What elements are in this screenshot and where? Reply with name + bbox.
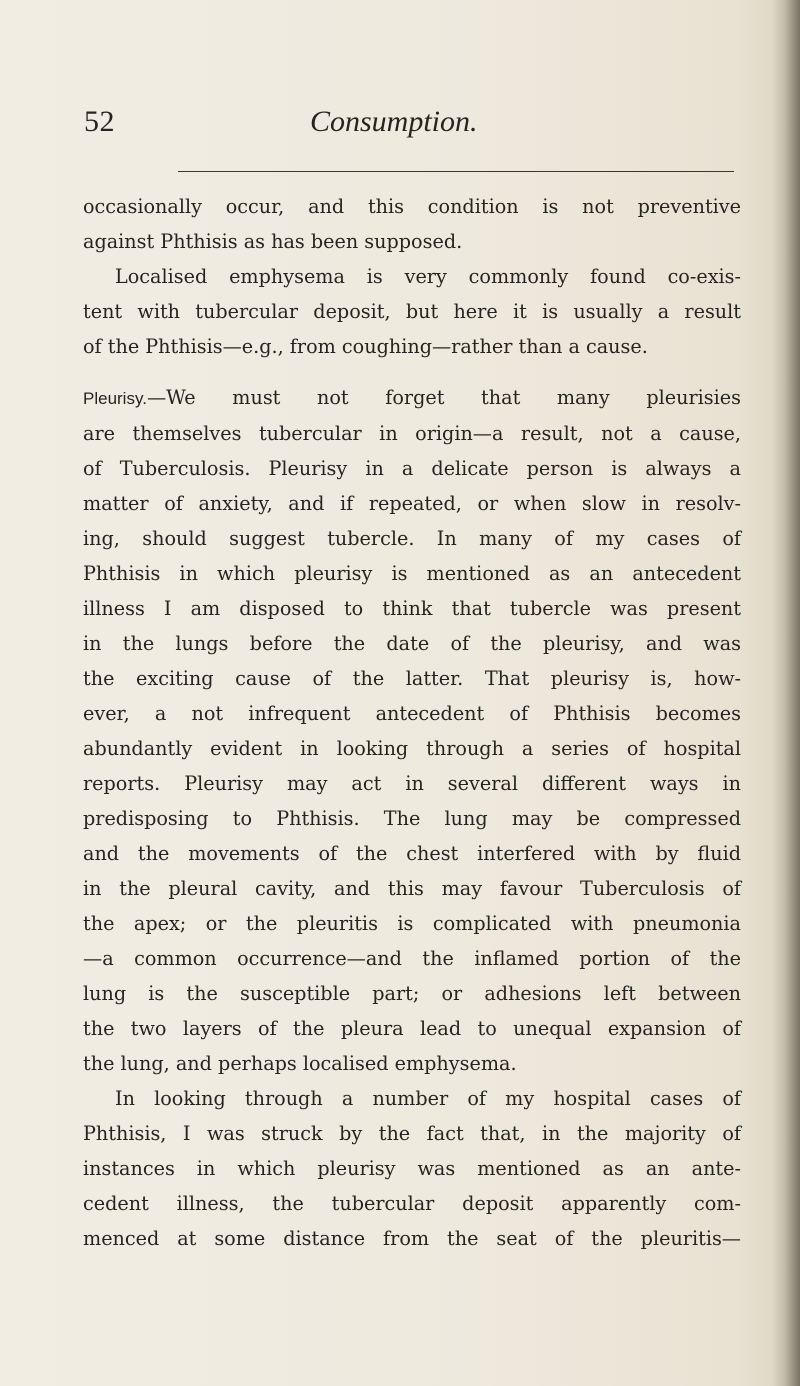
text-line: Phthisis, I was struck by the fact that, in the majority of <box>83 1122 741 1145</box>
page-edge-shadow <box>772 0 800 1386</box>
text-line: Phthisis in which pleurisy is mentioned as an antecedent <box>83 562 741 585</box>
text-line <box>83 1081 741 1116</box>
text-line: tent with tubercular deposit, but here it is usually a result <box>83 300 741 323</box>
text-line: cedent illness, the tubercular deposit apparently com- <box>83 1192 741 1215</box>
paragraph-continuation <box>83 189 741 259</box>
text-line: the apex; or the pleuritis is complicated with pneumonia <box>83 912 741 935</box>
text-line: and the movements of the chest interfered with by fluid <box>83 842 741 865</box>
text-line: ever, a not infrequent antecedent of Phthisis becomes <box>83 702 741 725</box>
paragraph-hospital-cases <box>83 1081 741 1256</box>
header-rule <box>178 171 734 172</box>
page-header <box>84 102 724 146</box>
text-line: in the lungs before the date of the pleurisy, and was <box>83 632 741 655</box>
section-lead-pleurisy: Pleurisy. <box>83 389 147 408</box>
text-line: —a common occurrence—and the inflamed portion of the <box>83 947 741 970</box>
page-number: 52 <box>84 105 115 138</box>
paragraph-emphysema <box>83 259 741 364</box>
text-line: occasionally occur, and this condition is not preventive <box>83 195 741 218</box>
text-line: in the pleural cavity, and this may favour Tuberculosis of <box>83 877 741 900</box>
text-line: the lung, and perhaps localised emphysema. <box>83 1052 517 1075</box>
text-line: menced at some distance from the seat of the pleuritis— <box>83 1227 741 1250</box>
text-line-content: Localised emphysema is very commonly found co-exis- <box>115 265 741 288</box>
text-line: of the Phthisis—e.g., from coughing—rather than a cause. <box>83 335 648 358</box>
text-line: are themselves tubercular in origin—a result, not a cause, <box>83 422 741 445</box>
text-line: the two layers of the pleura lead to unequal expansion of <box>83 1017 741 1040</box>
running-title: Consumption. <box>310 105 478 138</box>
text-line-content: —We must not forget that many pleurisies <box>146 386 741 409</box>
paragraph-pleurisy <box>83 380 741 1081</box>
text-line: illness I am disposed to think that tubercle was present <box>83 597 741 620</box>
text-line: predisposing to Phthisis. The lung may be compressed <box>83 807 741 830</box>
text-line-content: In looking through a number of my hospital cases of <box>115 1087 741 1110</box>
text-line: against Phthisis as has been supposed. <box>83 230 463 253</box>
text-line: of Tuberculosis. Pleurisy in a delicate person is always a <box>83 457 741 480</box>
text-line: lung is the susceptible part; or adhesions left between <box>83 982 741 1005</box>
text-line: ing, should suggest tubercle. In many of my cases of <box>83 527 741 550</box>
text-line <box>83 259 741 294</box>
text-line <box>83 380 741 416</box>
text-line: instances in which pleurisy was mentioned as an ante- <box>83 1157 741 1180</box>
text-line: reports. Pleurisy may act in several different ways in <box>83 772 741 795</box>
text-line: the exciting cause of the latter. That pleurisy is, how- <box>83 667 741 690</box>
text-line: matter of anxiety, and if repeated, or when slow in resolv- <box>83 492 741 515</box>
text-line: abundantly evident in looking through a series of hospital <box>83 737 741 760</box>
body-text <box>83 189 741 1256</box>
